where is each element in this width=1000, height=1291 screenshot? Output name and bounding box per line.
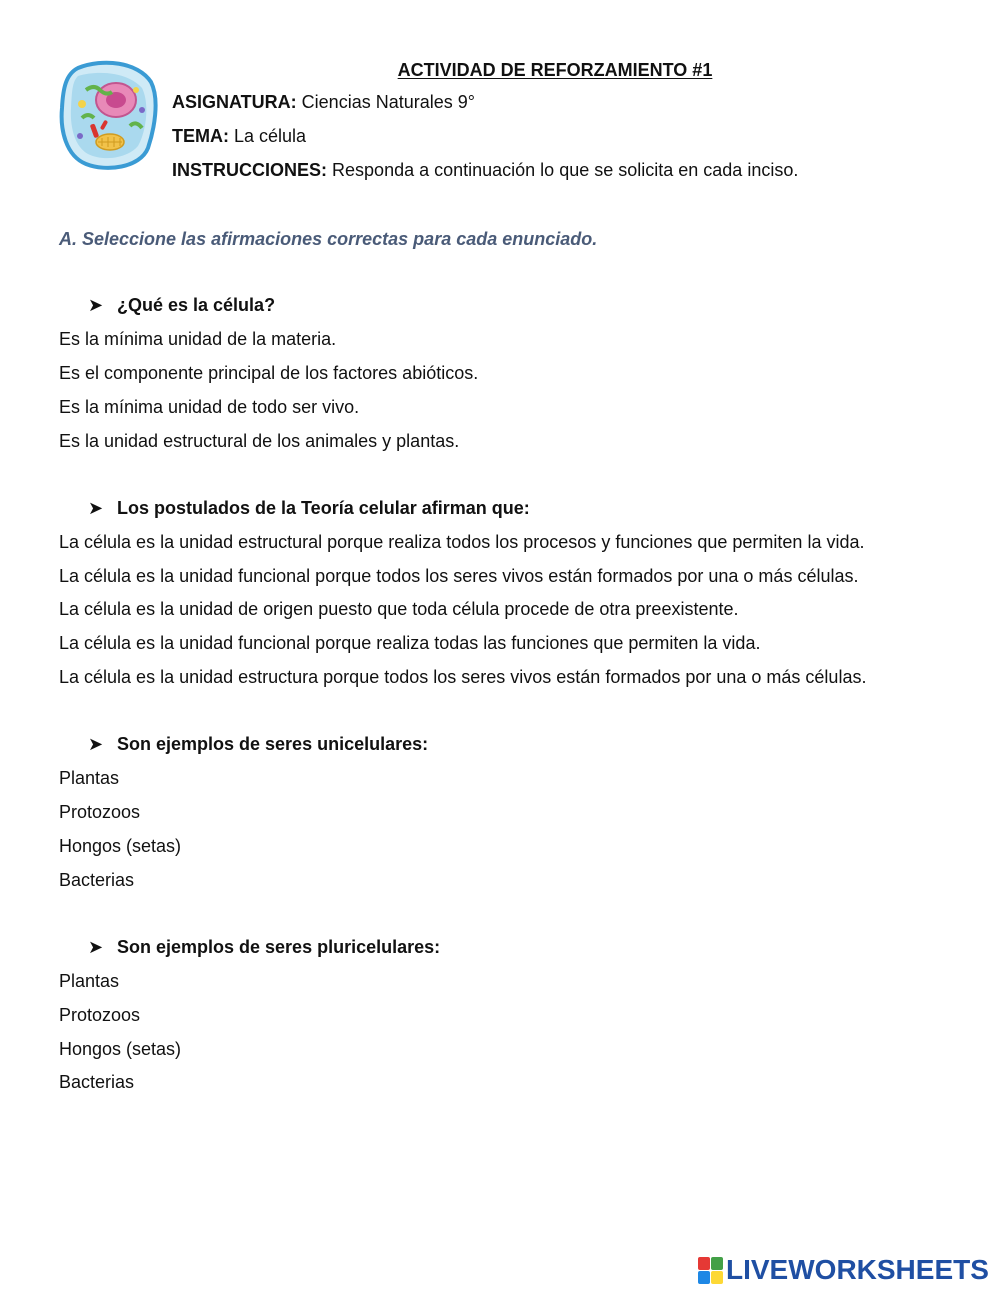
question-prompt: Son ejemplos de seres unicelulares: <box>117 734 429 754</box>
answer-option[interactable]: Bacterias <box>59 870 135 890</box>
answer-option[interactable]: Bacterias <box>59 1072 135 1092</box>
topic-value: La célula <box>234 126 307 146</box>
instructions-label: INSTRUCCIONES: <box>172 160 328 180</box>
question-2 <box>88 498 530 519</box>
answer-option[interactable]: La célula es la unidad de origen puesto que toda célula procede de otra preexistente. <box>59 599 739 619</box>
answer-option[interactable]: La célula es la unidad estructural porque realiza todos los procesos y funciones que permiten la vida. <box>59 532 865 552</box>
answer-option[interactable]: Protozoos <box>59 802 141 822</box>
question-prompt: Son ejemplos de seres pluricelulares: <box>117 937 441 957</box>
answer-option[interactable]: Plantas <box>59 768 120 788</box>
question-3 <box>88 734 428 755</box>
question-prompt: ¿Qué es la célula? <box>117 295 276 315</box>
answer-option[interactable]: La célula es la unidad estructura porque todos los seres vivos están formados por una o más células. <box>59 667 867 687</box>
arrow-bullet-icon: ➤ <box>88 498 104 518</box>
topic-line <box>172 126 306 147</box>
answer-option[interactable]: Protozoos <box>59 1005 141 1025</box>
brand-blocks-icon <box>698 1257 723 1284</box>
answer-option[interactable]: Es la unidad estructural de los animales y plantas. <box>59 431 460 451</box>
question-1 <box>88 295 275 316</box>
section-a-heading: A. Seleccione las afirmaciones correctas para cada enunciado. <box>59 229 598 249</box>
answer-option[interactable]: Plantas <box>59 971 120 991</box>
answer-option[interactable]: Es la mínima unidad de todo ser vivo. <box>59 397 360 417</box>
animal-cell-icon <box>58 60 158 172</box>
brand-text: LIVEWORKSHEETS <box>726 1254 989 1285</box>
page-title: ACTIVIDAD DE REFORZAMIENTO #1 <box>397 60 713 80</box>
answer-option[interactable]: La célula es la unidad funcional porque todos los seres vivos están formados por una o más células. <box>59 566 859 586</box>
subject-value: Ciencias Naturales 9° <box>301 92 475 112</box>
topic-label: TEMA: <box>172 126 229 146</box>
question-4 <box>88 937 440 958</box>
arrow-bullet-icon: ➤ <box>88 295 104 315</box>
subject-line <box>172 92 475 113</box>
liveworksheets-logo <box>698 1255 989 1285</box>
arrow-bullet-icon: ➤ <box>88 937 104 957</box>
question-prompt: Los postulados de la Teoría celular afirman que: <box>117 498 530 518</box>
answer-option[interactable]: Hongos (setas) <box>59 1039 182 1059</box>
instructions-value: Responda a continuación lo que se solicita en cada inciso. <box>332 160 799 180</box>
instructions-line <box>172 160 798 181</box>
arrow-bullet-icon: ➤ <box>88 734 104 754</box>
answer-option[interactable]: Es la mínima unidad de la materia. <box>59 329 337 349</box>
subject-label: ASIGNATURA: <box>172 92 297 112</box>
answer-option[interactable]: La célula es la unidad funcional porque realiza todas las funciones que permiten la vida. <box>59 633 761 653</box>
answer-option[interactable]: Hongos (setas) <box>59 836 182 856</box>
answer-option[interactable]: Es el componente principal de los factores abióticos. <box>59 363 479 383</box>
